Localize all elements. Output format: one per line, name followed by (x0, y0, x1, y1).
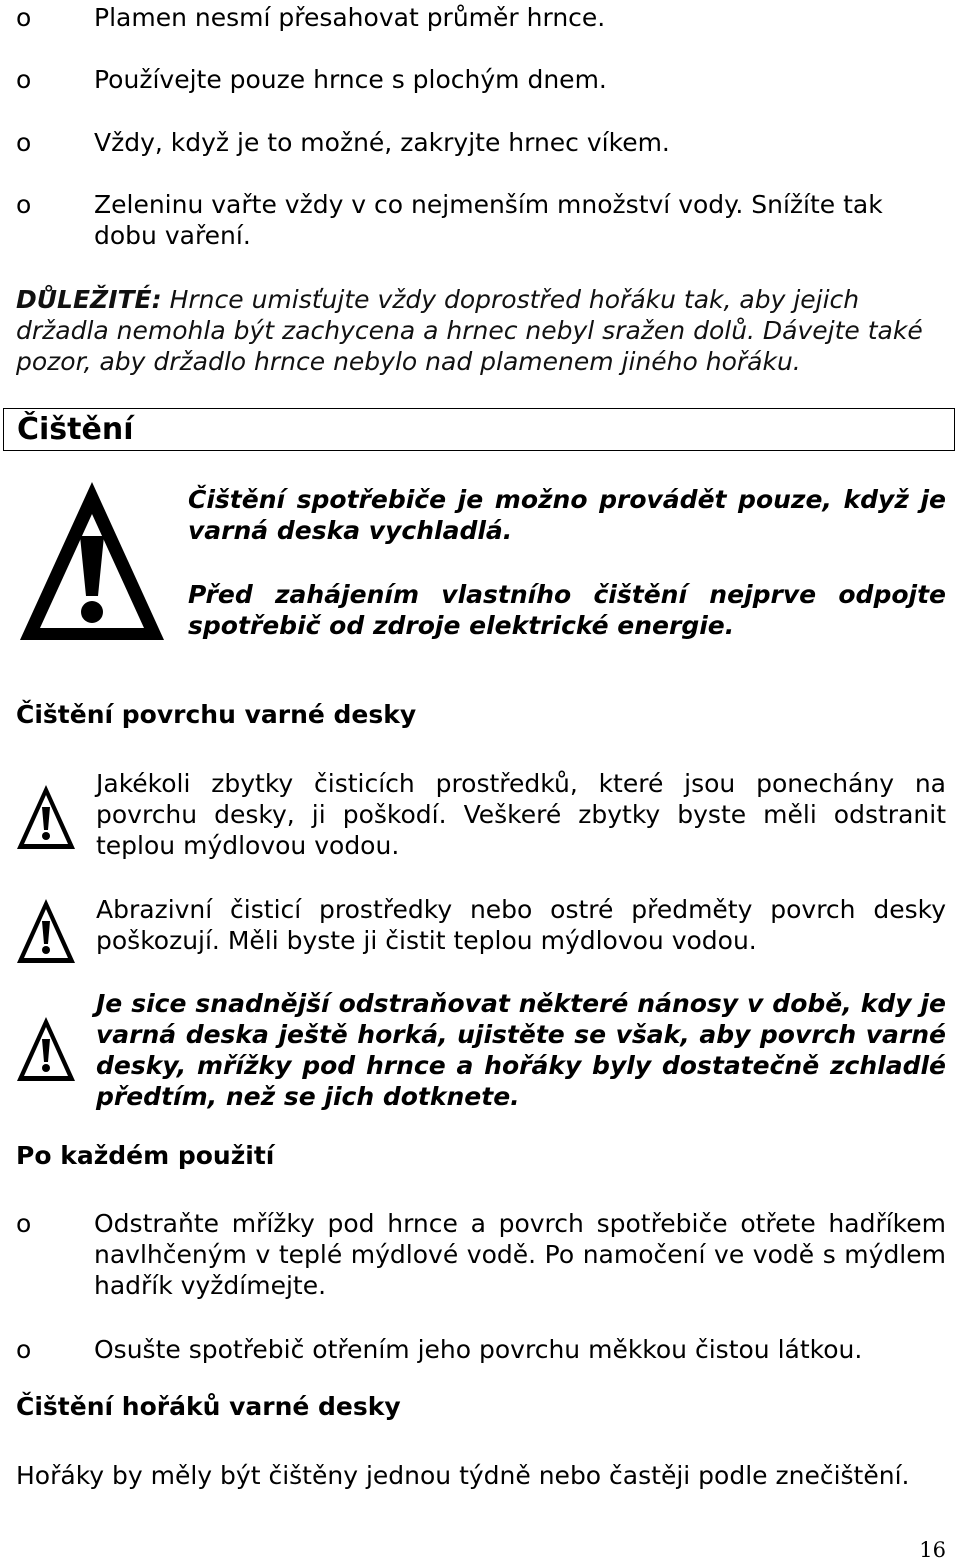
bullet-mark: o (16, 3, 32, 32)
bullet-mark: o (16, 128, 32, 157)
list-item-text: Zeleninu vařte vždy v co nejmenším množství vody. Snížíte tak dobu vaření. (94, 190, 883, 250)
important-text: Hrnce umisťujte vždy doprostřed hořáku tak, aby jejich držadla nemohla být zachycena a hrnec nebyl sražen dolů. Dávejte také pozor, aby držadlo hrnce nebylo nad plamenem jiného hořáku. (16, 285, 923, 376)
list-item-text: Používejte pouze hrnce s plochým dnem. (94, 65, 607, 94)
list-item-text: Vždy, když je to možné, zakryjte hrnec víkem. (94, 128, 670, 157)
page-number: 16 (919, 1538, 946, 1562)
subsection-heading: Čištění hořáků varné desky (16, 1392, 401, 1421)
warning-text: Před zahájením vlastního čištění nejprve odpojte spotřebič od zdroje elektrické energie. (188, 580, 946, 640)
warning-triangle-icon (18, 478, 166, 643)
important-note (16, 284, 946, 377)
warning-triangle-icon (16, 1015, 76, 1083)
warning-text: Abrazivní čisticí prostředky nebo ostré předměty povrch desky poškozují. Měli byste ji čistit teplou mýdlovou vodou. (96, 895, 946, 955)
warning-text: Jakékoli zbytky čisticích prostředků, které jsou ponechány na povrchu desky, ji poškodí. Veškeré zbytky byste měli odstranit teplou mýdlovou vodou. (96, 769, 946, 860)
important-label: DŮLEŽITÉ: (16, 285, 162, 314)
bullet-mark: o (16, 190, 32, 219)
subsection-heading: Po každém použití (16, 1141, 275, 1170)
warning-text: Je sice snadnější odstraňovat některé nánosy v době, kdy je varná deska ještě horká, ujistěte se však, aby povrch varné desky, mřížky pod hrnce a hořáky byly dostatečně zchladlé předtím, než se jich dotknete. (96, 989, 946, 1111)
bullet-mark: o (16, 1209, 32, 1238)
warning-triangle-icon (16, 897, 76, 965)
subsection-heading: Čištění povrchu varné desky (16, 700, 417, 729)
list-item-text: Osušte spotřebič otřením jeho povrchu měkkou čistou látkou. (94, 1335, 863, 1364)
bullet-mark: o (16, 1335, 32, 1364)
warning-text: Čištění spotřebiče je možno provádět pouze, když je varná deska vychladlá. (188, 485, 946, 545)
paragraph: Hořáky by měly být čištěny jednou týdně nebo častěji podle znečištění. (16, 1461, 910, 1490)
section-header (3, 408, 955, 451)
list-item-text: Odstraňte mřížky pod hrnce a povrch spotřebiče otřete hadříkem navlhčeným v teplé mýdlové vodě. Po namočení ve vodě s mýdlem hadřík vyždímejte. (94, 1209, 946, 1300)
list-item-text: Plamen nesmí přesahovat průměr hrnce. (94, 3, 606, 32)
warning-triangle-icon (16, 783, 76, 851)
section-title: Čištění (17, 412, 134, 447)
bullet-mark: o (16, 65, 32, 94)
